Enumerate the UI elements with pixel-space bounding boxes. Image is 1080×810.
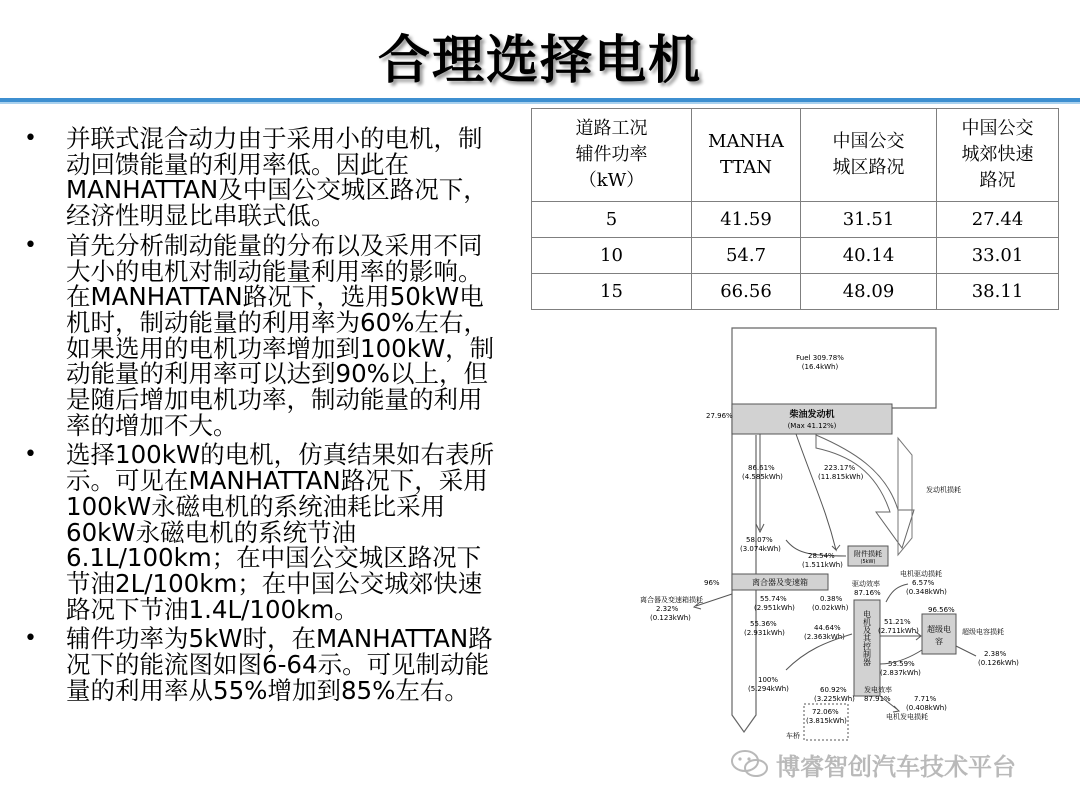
bullet-item xyxy=(22,626,504,703)
header-road-condition xyxy=(532,109,692,202)
header-line: （kW） xyxy=(578,170,645,191)
flow-60-92-kwh: (3.225kWh) xyxy=(814,695,855,703)
table-header-row xyxy=(532,109,1059,202)
header-city-bus xyxy=(801,109,937,202)
flow-223-17: 223.17% xyxy=(824,464,856,472)
header-manhattan xyxy=(692,109,801,202)
aux-label: 附件损耗 xyxy=(854,550,882,558)
bullet-text: 并联式混合动力由于采用小的电机，制动回馈能量的利用率低。因此在MANHATTAN及中国公交城区路况下，经济性明显比串联式低。 xyxy=(66,124,488,231)
flow-7-71-kwh: (0.408kWh) xyxy=(906,704,947,712)
supercap-loss-pct: 2.38% xyxy=(984,650,1007,658)
table-cell: 38.11 xyxy=(937,274,1059,310)
table-cell: 41.59 xyxy=(692,202,801,238)
header-line: 城郊快速 xyxy=(961,144,1034,165)
header-line: TTAN xyxy=(719,157,773,178)
table-cell: 5 xyxy=(532,202,692,238)
flow-53-59: 53.59% xyxy=(888,660,915,668)
flow-0-38-kwh: (0.02kWh) xyxy=(812,604,849,612)
flow-7-71: 7.71% xyxy=(914,695,937,703)
motor-drive-loss-label: 电机驱动损耗 xyxy=(900,570,942,578)
bullet-item xyxy=(22,126,504,229)
flow-51-21: 51.21% xyxy=(884,618,911,626)
title-divider xyxy=(0,98,1080,104)
header-line: 路况 xyxy=(979,170,1016,191)
table-cell: 66.56 xyxy=(692,274,801,310)
table-cell: 31.51 xyxy=(801,202,937,238)
supercap-label: 超级电 xyxy=(927,625,951,634)
energy-flow-diagram xyxy=(636,320,1076,750)
engine-loss-label: 发动机损耗 xyxy=(926,486,961,494)
header-line: 城区路况 xyxy=(832,157,905,178)
fuel-consumption-table xyxy=(531,108,1059,310)
table-cell: 33.01 xyxy=(937,238,1059,274)
motor-drive-loss-pct: 6.57% xyxy=(912,579,935,587)
fuel-energy: (16.4kWh) xyxy=(801,363,839,371)
flow-28-54-kwh: (1.511kWh) xyxy=(802,561,843,569)
bullet-list xyxy=(22,126,504,707)
left-band xyxy=(732,408,756,732)
motor-gen-loss-label: 电机发电损耗 xyxy=(886,713,928,721)
table-cell: 15 xyxy=(532,274,692,310)
flow-0-38: 0.38% xyxy=(820,595,843,603)
drive-eff-pct: 87.16% xyxy=(854,589,881,597)
flow-arrow xyxy=(796,434,840,550)
supercap-label-2: 容 xyxy=(935,637,943,646)
table-row xyxy=(532,238,1059,274)
header-suburban-express xyxy=(937,109,1059,202)
vehicle-axle-label: 车桥 xyxy=(786,732,800,740)
motor-drive-loss-kwh: (0.348kWh) xyxy=(906,588,947,596)
header-line: 中国公交 xyxy=(961,118,1034,139)
flow-arrow xyxy=(756,434,764,532)
gen-eff-pct: 87.91% xyxy=(864,695,891,703)
bullet-text: 首先分析制动能量的分布以及采用不同大小的电机对制动能量利用率的影响。在MANHATTAN路况下，选用50kW电机时，制动能量的利用率为60%左右，如果选用的电机功率增加到100kW，制动能量的利用率可以达到90%以上，但是随后增加电机功率，制动能量的利用率的增加不大。 xyxy=(66,230,495,440)
flow-arrow xyxy=(886,584,908,602)
header-line: MANHA xyxy=(708,131,784,152)
bullet-text: 选择100kW的电机，仿真结果如右表所示。可见在MANHATTAN路况下，采用100kW永磁电机的系统油耗比采用60kW永磁电机的系统节油6.1L/100km；在中国公交城区路况下节油2L/100km；在中国公交城郊快速路况下节油1.4L/100km。 xyxy=(66,440,495,624)
flow-72-06-kwh: (3.815kWh) xyxy=(806,717,847,725)
clutch-loss-kwh: (0.123kWh) xyxy=(650,614,691,622)
engine-max: (Max 41.12%) xyxy=(787,422,837,430)
supercap-loss-kwh: (0.126kWh) xyxy=(978,659,1019,667)
pct-96-56: 96.56% xyxy=(928,606,955,614)
table-cell: 27.44 xyxy=(937,202,1059,238)
flow-55-36-kwh: (2.931kWh) xyxy=(744,629,785,637)
aux-power: (5kW) xyxy=(860,559,876,565)
table-cell: 48.09 xyxy=(801,274,937,310)
flow-55-74-kwh: (2.951kWh) xyxy=(754,604,795,612)
flow-100: 100% xyxy=(758,676,779,684)
flow-28-54: 28.54% xyxy=(808,552,835,560)
bullet-dot-icon: • xyxy=(24,442,37,468)
bullet-text: 辅件功率为5kW时，在MANHATTAN路况下的能流图如图6-64示。可见制动能量的利用率从55%增加到85%左右。 xyxy=(66,624,493,705)
flow-44-64-kwh: (2.363kWh) xyxy=(804,633,845,641)
flow-100-kwh: (5.294kWh) xyxy=(748,685,789,693)
clutch-label: 离合器及变速箱 xyxy=(752,578,808,587)
pct-96: 96% xyxy=(704,579,720,587)
supercap-loss-label: 超级电容损耗 xyxy=(962,628,1004,636)
flow-58-07: 58.07% xyxy=(746,536,773,544)
watermark xyxy=(730,746,1070,782)
flow-60-92: 60.92% xyxy=(820,686,847,694)
flow-53-59-kwh: (2.837kWh) xyxy=(880,669,921,677)
flow-86-61: 86.61% xyxy=(748,464,775,472)
flow-arrow xyxy=(956,646,976,656)
bullet-dot-icon: • xyxy=(24,626,37,652)
flow-58-07-kwh: (3.074kWh) xyxy=(740,545,781,553)
motor-controller-label: 电机及其控制器 xyxy=(862,610,872,666)
clutch-loss-pct: 2.32% xyxy=(656,605,679,613)
flow-223-17-kwh: (11.815kWh) xyxy=(818,473,864,481)
table-cell: 10 xyxy=(532,238,692,274)
table-cell: 40.14 xyxy=(801,238,937,274)
bullet-item xyxy=(22,442,504,622)
wechat-icon xyxy=(730,749,770,779)
flow-86-61-kwh: (4.585kWh) xyxy=(742,473,783,481)
bullet-dot-icon: • xyxy=(24,126,37,151)
bullet-dot-icon: • xyxy=(24,232,37,258)
bullet-item xyxy=(22,230,504,440)
gen-eff-label: 发电效率 xyxy=(864,686,892,694)
fuel-label: Fuel 309.78% xyxy=(796,354,844,362)
clutch-loss-label: 离合器及变速箱损耗 xyxy=(640,596,703,604)
table-cell: 54.7 xyxy=(692,238,801,274)
drive-eff-label: 驱动效率 xyxy=(852,580,880,588)
pct-27-96: 27.96% xyxy=(706,412,733,420)
flow-55-36: 55.36% xyxy=(750,620,777,628)
flow-55-74: 55.74% xyxy=(760,595,787,603)
slide-title: 合理选择电机 xyxy=(377,31,702,91)
watermark-text: 博睿智创汽车技术平台 xyxy=(776,752,1016,781)
flow-72-06: 72.06% xyxy=(812,708,839,716)
supercap-box xyxy=(922,614,956,654)
header-line: 辅件功率 xyxy=(575,144,648,165)
header-line: 道路工况 xyxy=(575,118,648,139)
engine-label: 柴油发动机 xyxy=(789,410,835,420)
table-row xyxy=(532,202,1059,238)
flow-44-64: 44.64% xyxy=(814,624,841,632)
header-line: 中国公交 xyxy=(832,131,905,152)
table-row xyxy=(532,274,1059,310)
flow-51-21-kwh: (2.711kWh) xyxy=(878,627,919,635)
